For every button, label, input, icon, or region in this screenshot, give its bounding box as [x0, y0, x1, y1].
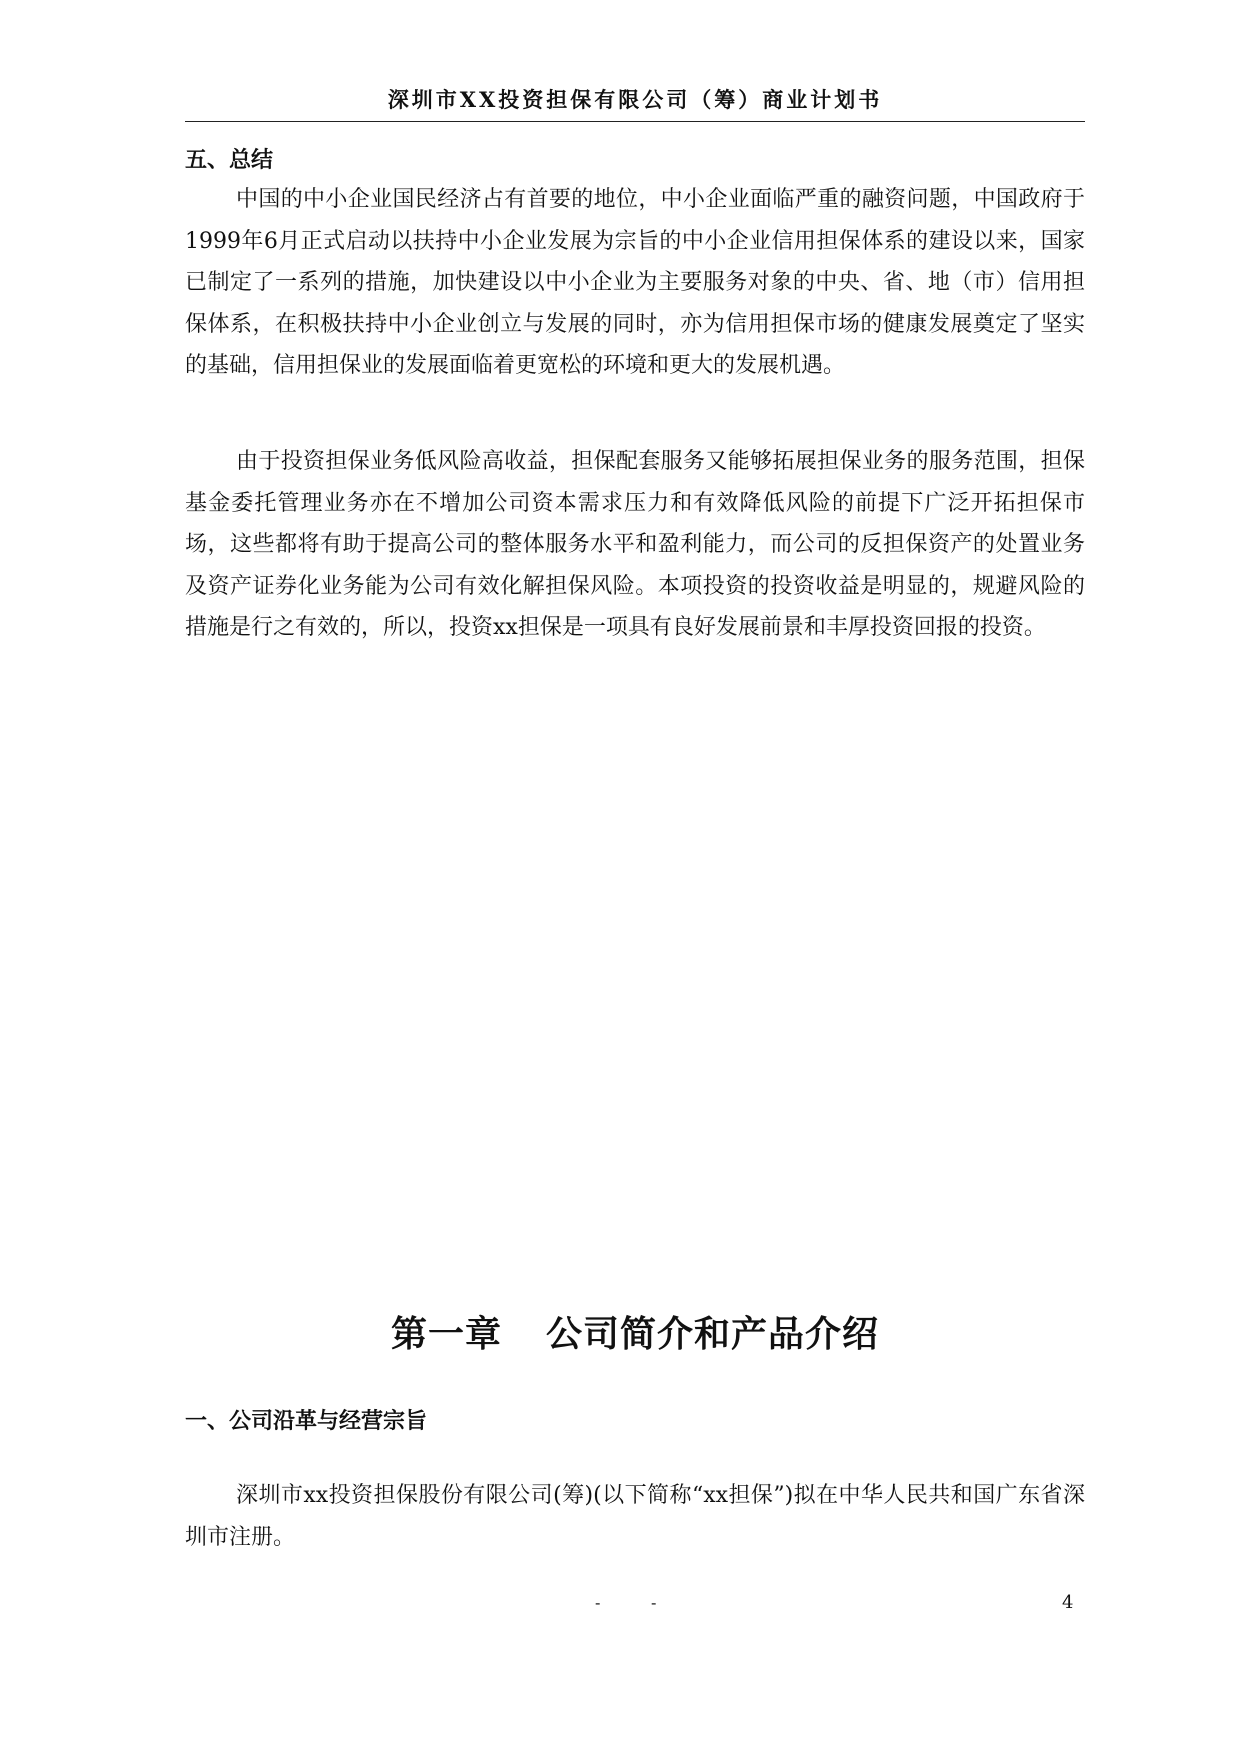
footer-dash-right: -	[651, 1593, 657, 1612]
history-section-heading: 一、公司沿革与经营宗旨	[185, 1409, 428, 1434]
chapter-number: 第一章	[390, 1313, 502, 1355]
header-divider	[185, 121, 1085, 122]
summary-paragraph-2: 由于投资担保业务低风险高收益，担保配套服务又能够拓展担保业务的服务范围，担保基金委托管理业务亦在不增加公司资本需求压力和有效降低风险的前提下广泛开拓担保市场，这些都将有助于提高公司的整体服务水平和盈利能力，而公司的反担保资产的处置业务及资产证券化业务能为公司有效化解担保风险。本项投资的投资收益是明显的，规避风险的措施是行之有效的，所以，投资xx担保是一项具有良好发展前景和丰厚投资回报的投资。	[185, 449, 1085, 640]
summary-paragraph-1: 中国的中小企业国民经济占有首要的地位，中小企业面临严重的融资问题，中国政府于1999年6月正式启动以扶持中小企业发展为宗旨的中小企业信用担保体系的建设以来，国家已制定了一系列的措施，加快建设以中小企业为主要服务对象的中央、省、地（市）信用担保体系，在积极扶持中小企业创立与发展的同时，亦为信用担保市场的健康发展奠定了坚实的基础，信用担保业的发展面临着更宽松的环境和更大的发展机遇。	[185, 187, 1085, 378]
chapter-name: 公司简介和产品介绍	[546, 1313, 880, 1355]
footer-dash-left: -	[595, 1593, 601, 1612]
history-paragraph: 深圳市xx投资担保股份有限公司(筹)(以下简称“xx担保”)拟在中华人民共和国广东省深圳市注册。	[185, 1483, 1085, 1550]
chapter-title	[185, 1306, 1085, 1357]
document-header-title: 深圳市XX投资担保有限公司（筹）商业计划书	[387, 87, 883, 112]
summary-section-heading: 五、总结	[185, 148, 274, 173]
page-number: 4	[1062, 1592, 1074, 1613]
